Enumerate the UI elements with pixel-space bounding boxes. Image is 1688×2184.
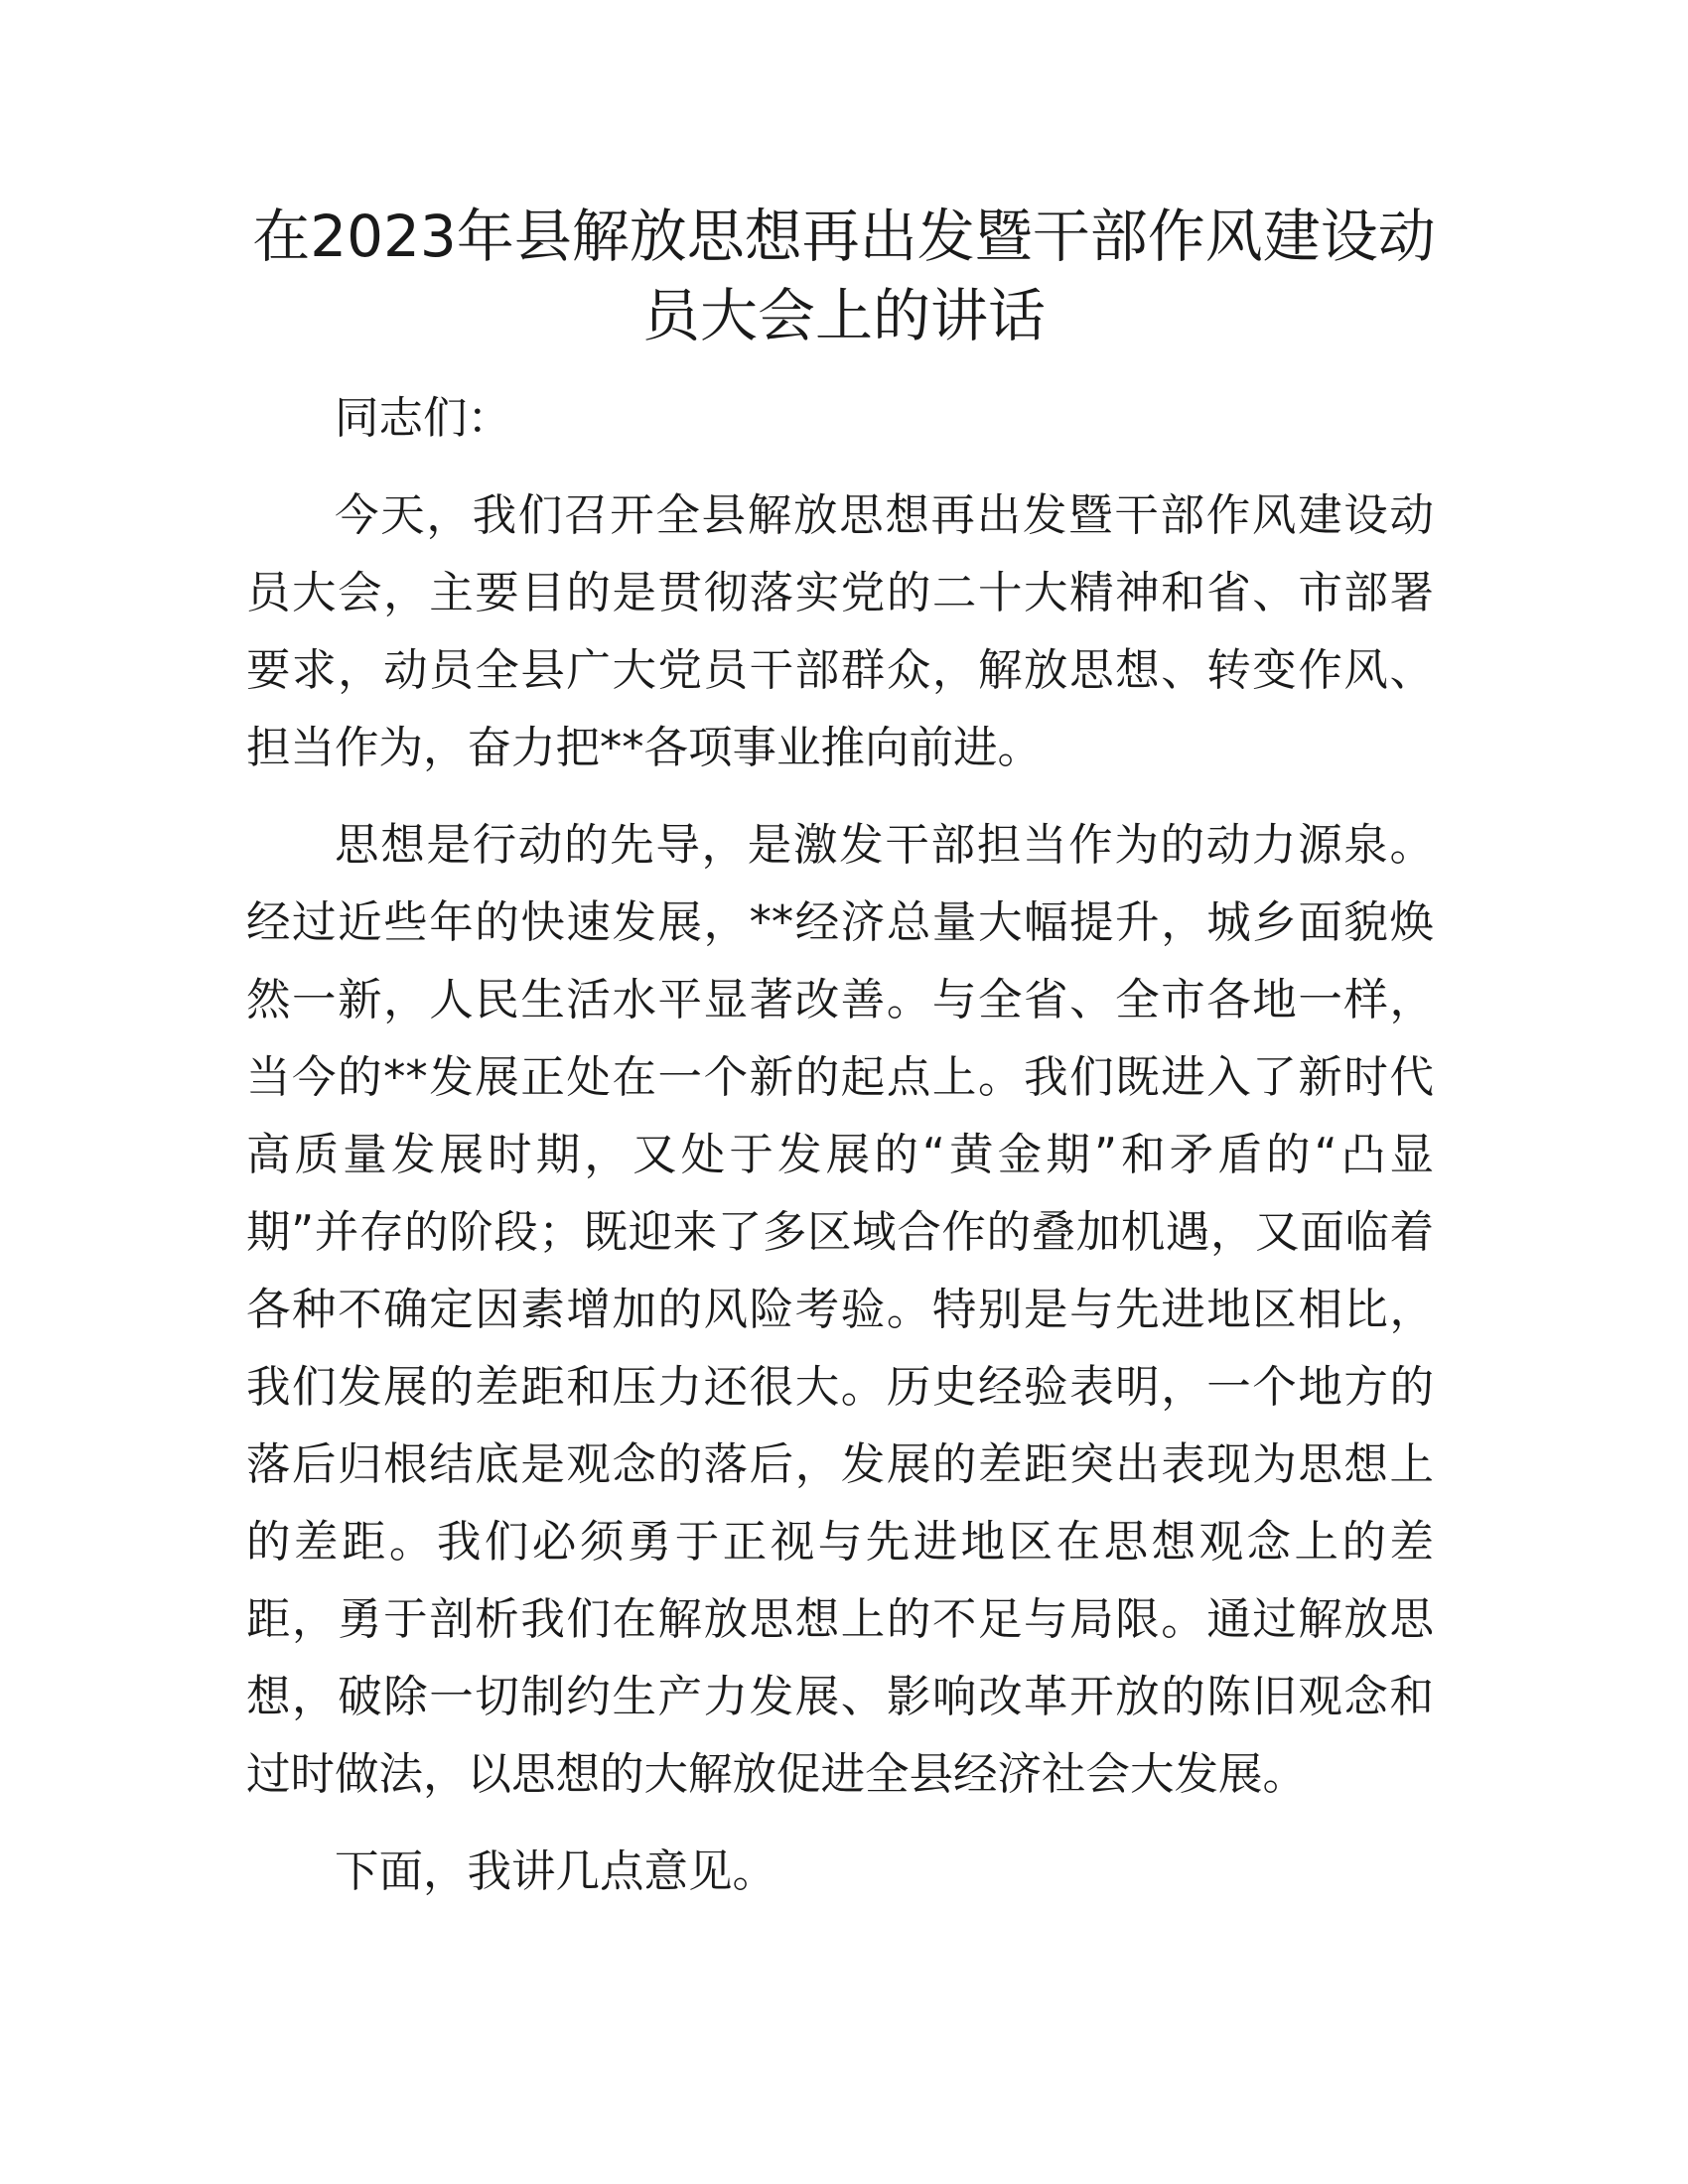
document-body <box>246 380 1434 1931</box>
salutation: 同志们： <box>335 393 512 444</box>
document-title: 在2023年县解放思想再出发暨干部作风建设动员大会上的讲话 <box>252 203 1436 349</box>
paragraph-transition: 下面，我讲几点意见。 <box>335 1846 777 1897</box>
paragraph-opening: 今天，我们召开全县解放思想再出发暨干部作风建设动员大会，主要目的是贯彻落实党的二十大精神和省、市部署要求，动员全县广大党员干部群众，解放思想、转变作风、担当作为，奋力把**各项事业推向前进。 <box>246 490 1434 773</box>
paragraph-thinking: 思想是行动的先导，是激发干部担当作为的动力源泉。经过近些年的快速发展，**经济总量大幅提升，城乡面貌焕然一新，人民生活水平显著改善。与全省、全市各地一样，当今的**发展正处在一个新的起点上。我们既进入了新时代高质量发展时期，又处于发展的“黄金期”和矛盾的“凸显期”并存的阶段；既迎来了多区域合作的叠加机遇，又面临着各种不确定因素增加的风险考验。特别是与先进地区相比，我们发展的差距和压力还很大。历史经验表明，一个地方的落后归根结底是观念的落后，发展的差距突出表现为思想上的差距。我们必须勇于正视与先进地区在思想观念上的差距，勇于剖析我们在解放思想上的不足与局限。通过解放思想，破除一切制约生产力发展、影响改革开放的陈旧观念和过时做法，以思想的大解放促进全县经济社会大发展。 <box>246 820 1434 1800</box>
